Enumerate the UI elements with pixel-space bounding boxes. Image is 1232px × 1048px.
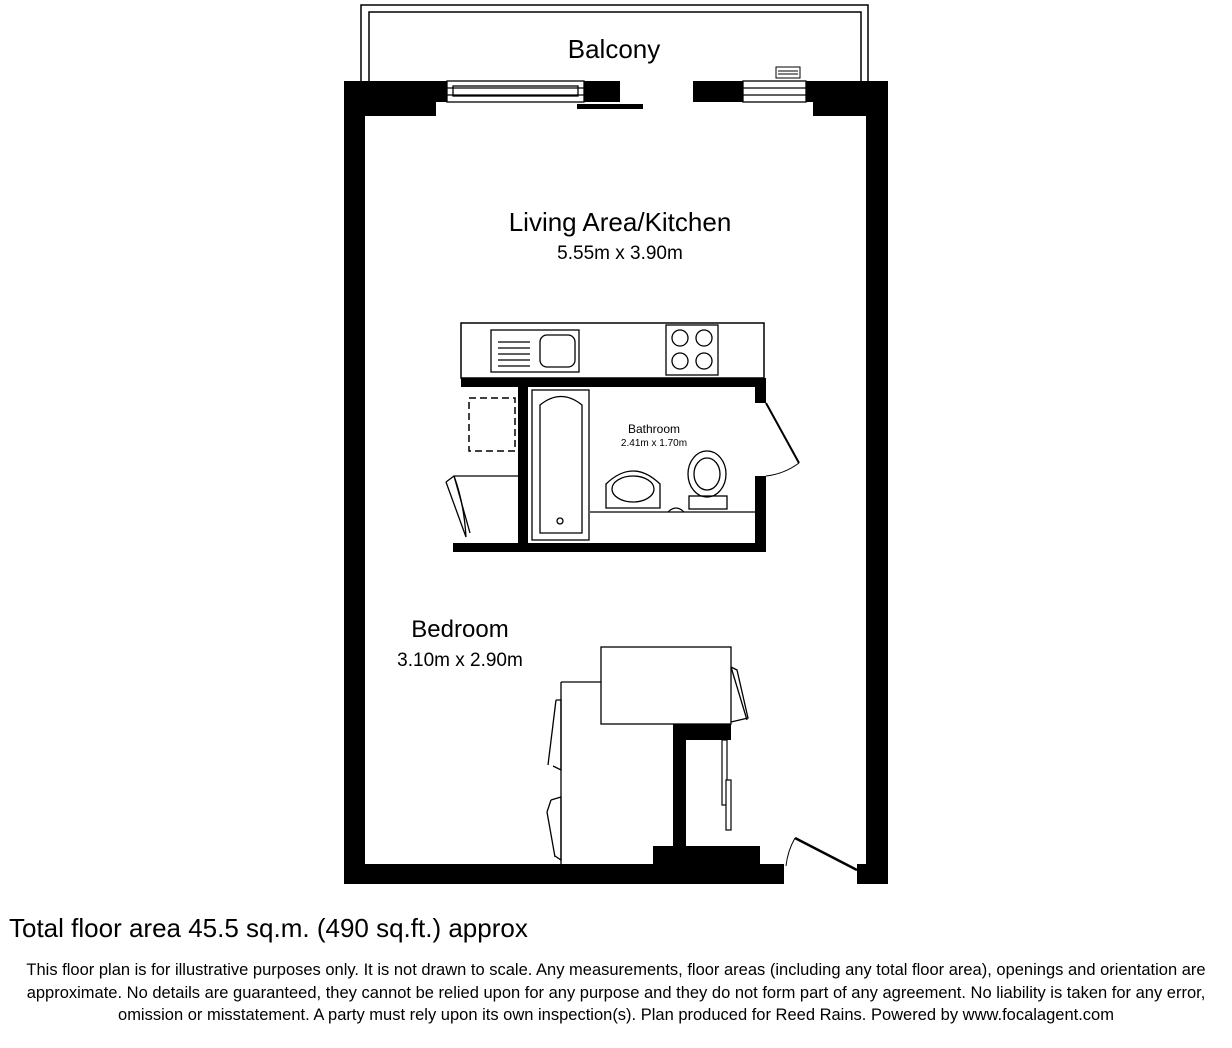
toilet-icon [688,451,727,509]
storage-cupboard [446,476,518,537]
total-floor-area: Total floor area 45.5 sq.m. (490 sq.ft.) approx [9,913,528,943]
bathroom-dimensions: 2.41m x 1.70m [620,438,688,449]
bathroom-door[interactable] [766,403,799,476]
bedroom-dimensions: 3.10m x 2.90m [397,650,523,671]
outer-walls [344,81,888,884]
closet-sliding-door[interactable] [722,740,731,830]
closet-walls [653,724,760,866]
vent-icon [776,67,800,78]
bathroom-label: Bathroom [627,422,681,436]
living-area-label: Living Area/Kitchen [508,207,732,237]
basin-icon [606,471,660,508]
bathtub-icon [532,390,589,540]
balcony-window-left [447,81,584,102]
balcony-label: Balcony [567,34,661,64]
entrance-door[interactable] [786,838,857,870]
wardrobe [547,647,748,864]
bedroom-label: Bedroom [411,616,509,643]
balcony-window-right [743,81,806,102]
bathroom-walls [453,378,766,552]
appliance-space-icon [469,398,515,451]
disclaimer-text: This floor plan is for illustrative purposes only. It is not drawn to scale. Any measurements, floor areas (including any total floor area), openings and orientation are approximate. No details are guaranteed, they cannot be relied upon for any purpose and they do not form part of any agreement. No liability is taken for any error, omission or misstatement. A party must rely upon its own inspection(s). Plan produced for Reed Rains. Powered by www.focalagent.com [26,961,1206,1024]
living-area-dimensions: 5.55m x 3.90m [557,243,683,264]
